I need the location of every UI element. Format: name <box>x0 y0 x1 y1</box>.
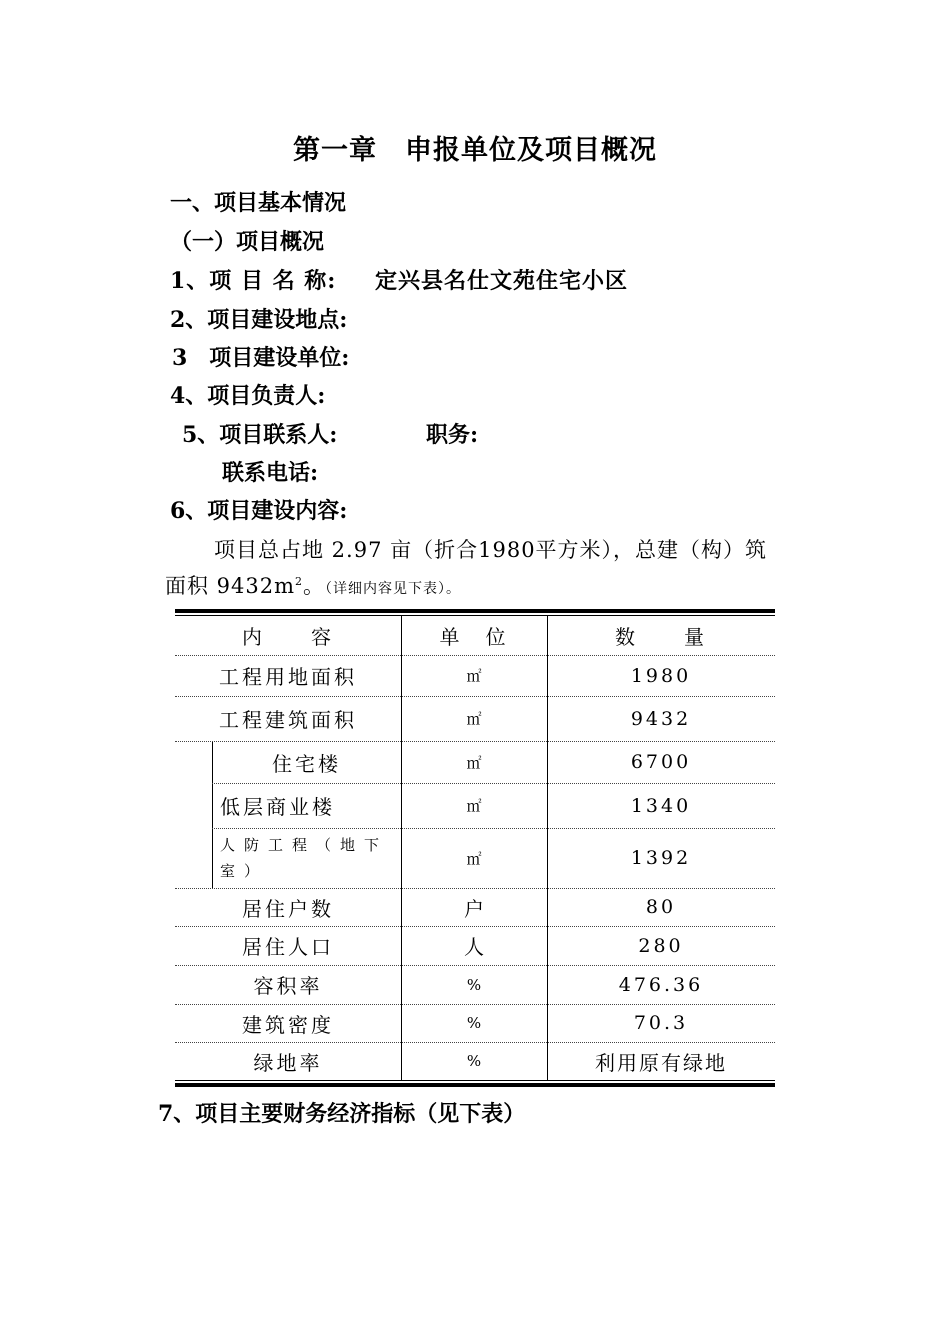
table-cell-value: 280 <box>638 934 684 957</box>
table-cell-item: 住宅楼 <box>272 751 341 776</box>
table-cell-unit: ㎡ <box>466 849 482 868</box>
table-cell-value: 1980 <box>630 664 692 687</box>
table-bottom-border <box>175 1080 775 1087</box>
paragraph-line-2 <box>165 570 461 600</box>
subsection-heading-overview: （一）项目概况 <box>170 229 325 255</box>
project-contact-label: 5、项目联系人: <box>182 422 338 448</box>
phone-label: 联系电话: <box>222 460 319 486</box>
section-heading-financial: 7、项目主要财务经济指标（见下表） <box>158 1101 526 1127</box>
table-cell-item: 居住户数 <box>242 896 334 921</box>
table-top-border <box>175 609 775 616</box>
table-cell-item: 工程建筑面积 <box>219 708 357 732</box>
paragraph-note: （详细内容见下表）。 <box>325 581 462 597</box>
table-cell-item: 低层商业楼 <box>220 795 335 819</box>
project-location-label: 2、项目建设地点: <box>170 307 348 333</box>
project-unit-label: 3 项目建设单位: <box>172 345 350 371</box>
project-content-label: 6、项目建设内容: <box>170 498 348 524</box>
table-cell-unit: 人 <box>464 935 484 959</box>
table-cell-unit: % <box>466 975 482 994</box>
table-cell-unit: ㎡ <box>466 797 482 815</box>
table-cell-unit: % <box>466 1052 482 1070</box>
table-cell-value: 9432 <box>630 707 692 730</box>
table-cell-item: 居住人口 <box>242 935 334 959</box>
table-cell-item: 工程用地面积 <box>219 665 357 689</box>
project-name-value: 定兴县名仕文苑住宅小区 <box>375 268 629 294</box>
paragraph-area: 面积 9432m <box>165 574 296 598</box>
table-cell-value: 70.3 <box>633 1012 689 1034</box>
table-cell-item: 建筑密度 <box>242 1012 334 1037</box>
table-cell-unit: ㎡ <box>466 753 482 772</box>
section-heading-basic-info: 一、项目基本情况 <box>170 190 347 216</box>
chapter-title: 第一章 申报单位及项目概况 <box>293 135 657 166</box>
project-leader-label: 4、项目负责人: <box>170 383 326 409</box>
paragraph-area-sup: 2 <box>295 575 304 588</box>
paragraph-line-1: 项目总占地 2.97 亩（折合1980平方米），总建（构）筑 <box>214 538 768 562</box>
table-cell-value: 1340 <box>630 794 692 817</box>
table-cell-value: 80 <box>645 896 677 918</box>
table-cell-value: 476.36 <box>618 973 704 996</box>
table-cell-unit: ㎡ <box>466 667 482 685</box>
table-header-quantity: 数 量 <box>615 625 707 649</box>
table-header-content: 内 容 <box>242 625 334 649</box>
table-cell-value: 利用原有绿地 <box>595 1050 727 1075</box>
project-name-label: 1、项 目 名 称: <box>170 268 337 294</box>
table-cell-value: 6700 <box>630 751 692 773</box>
paragraph-period: 。 <box>303 574 326 598</box>
table-cell-item: 人防工程（地下室） <box>220 836 389 880</box>
table-cell-unit: ㎡ <box>466 710 482 728</box>
position-label: 职务: <box>426 422 479 448</box>
table-cell-unit: % <box>466 1014 482 1032</box>
table-cell-unit: 户 <box>464 896 484 921</box>
table-cell-item: 绿地率 <box>253 1050 323 1075</box>
table-cell-value: 1392 <box>630 847 692 869</box>
table-cell-item: 容积率 <box>253 974 323 998</box>
table-header-unit: 单 位 <box>439 625 509 649</box>
